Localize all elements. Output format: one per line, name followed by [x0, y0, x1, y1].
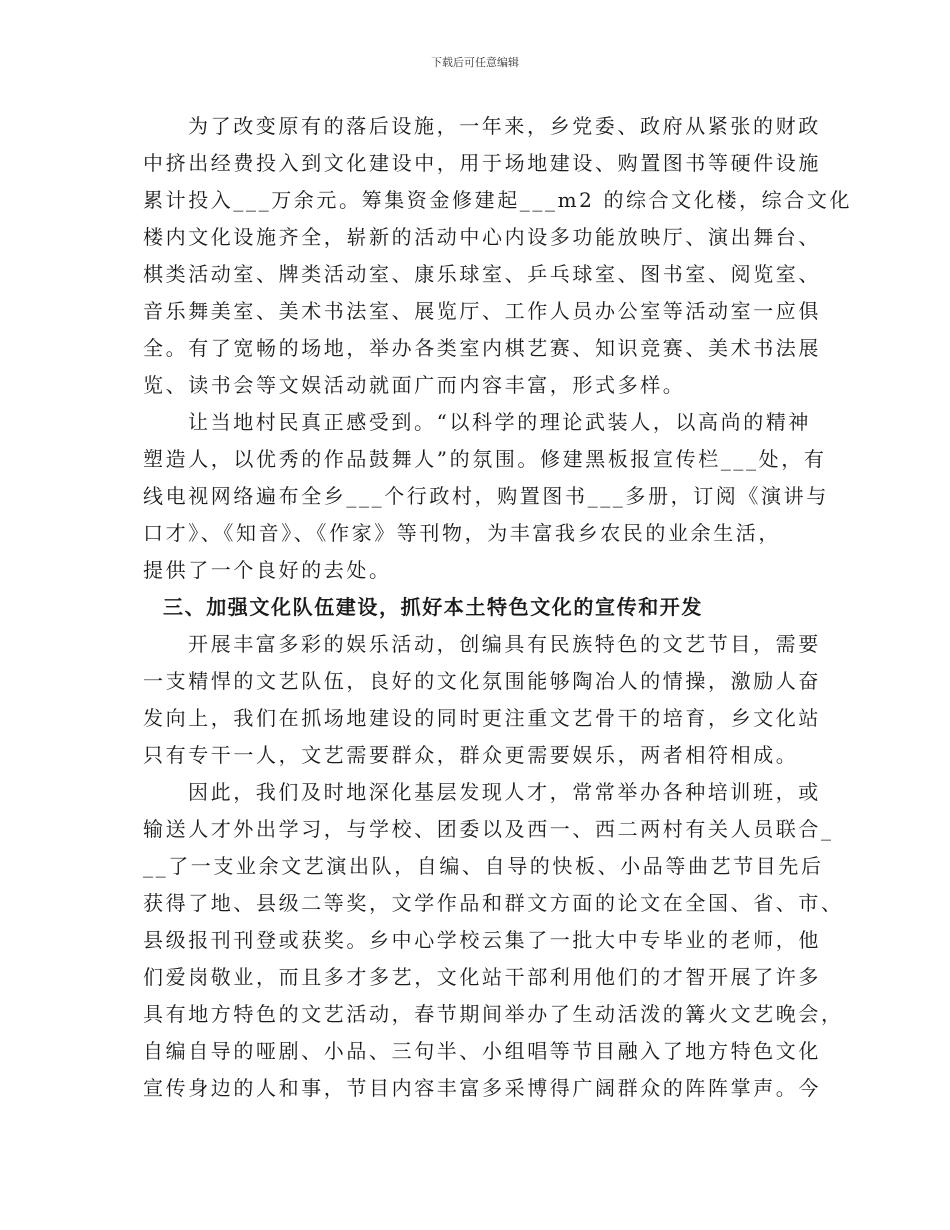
section-heading: 三、加强文化队伍建设，抓好本土特色文化的宣传和开发 [163, 595, 703, 619]
text-line: 自编自导的哑剧、小品、三句半、小组唱等节目融入了地方特色文化 [143, 1039, 821, 1063]
text-line: 全。有了宽畅的场地，举办各类室内棋艺赛、知识竞赛、美术书法展 [143, 336, 821, 360]
text-line: 为了改变原有的落后设施，一年来，乡党委、政府从紧张的财政 [188, 114, 821, 138]
text-line: 中挤出经费投入到文化建设中，用于场地建设、购置图书等硬件设施 [143, 151, 821, 175]
text-line: 累计投入___万余元。筹集资金修建起___m2 的综合文化楼，综合文化 [143, 188, 853, 212]
text-line: 棋类活动室、牌类活动室、康乐球室、乒乓球室、图书室、阅览室、 [143, 262, 821, 286]
text-line: 线电视网络遍布全乡___个行政村，购置图书___多册，订阅《演讲与 [143, 484, 829, 508]
text-line: 口才》、《知音》、《作家》等刊物，为丰富我乡农民的业余生活， [143, 521, 781, 545]
document-body [143, 108, 853, 1107]
text-line: 塑造人，以优秀的作品鼓舞人”的氛围。修建黑板报宣传栏___处，有 [143, 447, 827, 471]
page-header: 下载后可任意编辑 [431, 56, 519, 69]
text-line: 们爱岗敬业，而且多才多艺，文化站干部利用他们的才智开展了许多 [143, 965, 821, 989]
text-line: 让当地村民真正感受到。“以科学的理论武装人，以高尚的精神 [188, 410, 812, 434]
text-line: 开展丰富多彩的娱乐活动，创编具有民族特色的文艺节目，需要 [188, 632, 821, 656]
text-line: 只有专干一人，文艺需要群众，群众更需要娱乐，两者相符相成。 [143, 743, 799, 767]
text-line: __了一支业余文艺演出队，自编、自导的快板、小品等曲艺节目先后 [143, 854, 824, 878]
text-line: 音乐舞美室、美术书法室、展览厅、工作人员办公室等活动室一应俱 [143, 299, 821, 323]
text-line: 楼内文化设施齐全，崭新的活动中心内设多功能放映厅、演出舞台、 [143, 225, 821, 249]
text-line: 获得了地、县级二等奖，文学作品和群文方面的论文在全国、省、市、 [143, 891, 844, 915]
text-line: 提供了一个良好的去处。 [143, 558, 392, 582]
text-line: 一支精悍的文艺队伍，良好的文化氛围能够陶冶人的情操，激励人奋 [143, 669, 821, 693]
text-line: 览、读书会等文娱活动就面广而内容丰富，形式多样。 [143, 373, 686, 397]
text-line: 输送人才外出学习，与学校、团委以及西一、西二两村有关人员联合_ [143, 817, 834, 841]
text-line: 因此，我们及时地深化基层发现人才，常常举办各种培训班，或 [188, 780, 821, 804]
text-line: 具有地方特色的文艺活动，春节期间举办了生动活泼的篝火文艺晚会， [143, 1002, 844, 1026]
text-line: 发向上，我们在抓场地建设的同时更注重文艺骨干的培育，乡文化站 [143, 706, 821, 730]
text-line: 县级报刊刊登或获奖。乡中心学校云集了一批大中专毕业的老师，他 [143, 928, 821, 952]
text-line: 宣传身边的人和事，节目内容丰富多采博得广阔群众的阵阵掌声。今 [143, 1076, 821, 1100]
